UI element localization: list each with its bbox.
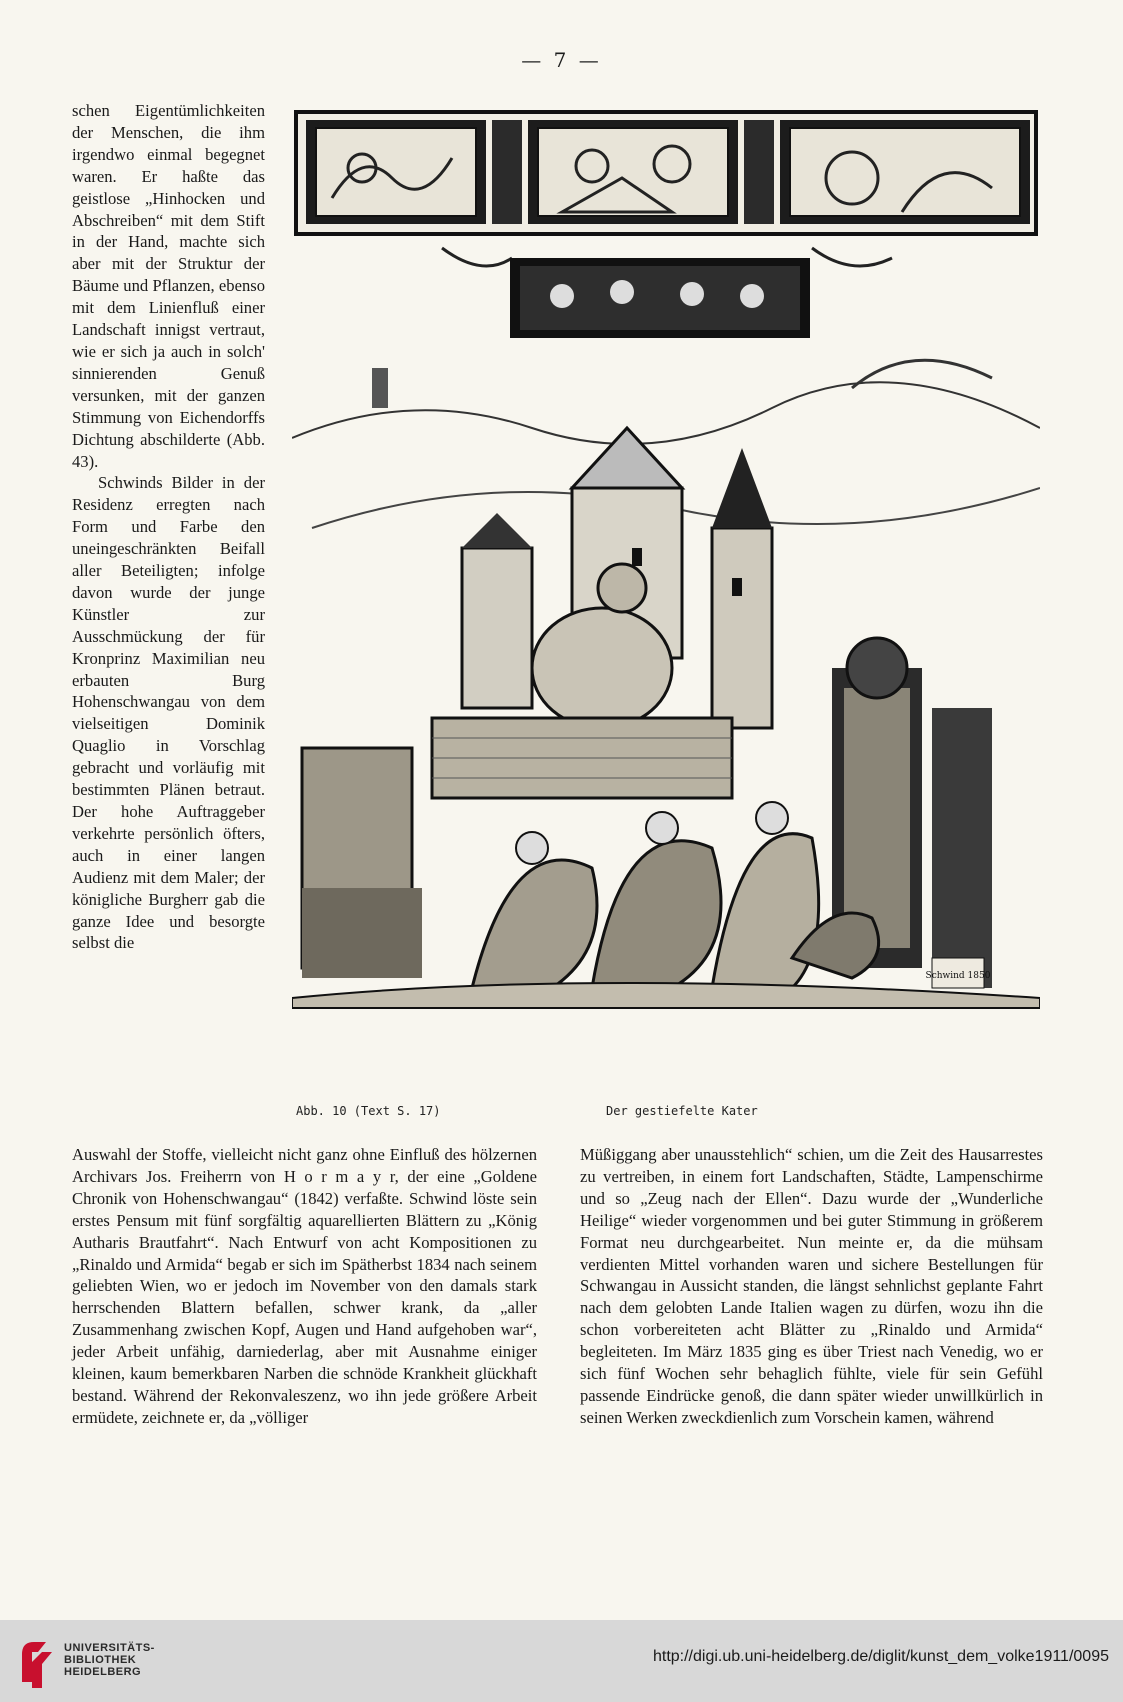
bottom-right-column <box>580 1144 1043 1429</box>
figure-caption-title: Der gestiefelte Kater <box>606 1104 758 1118</box>
paragraph-1: schen Eigentümlichkeiten der Menschen, die ihm irgendwo einmal begegnet waren. Er haßte das geistlose „Hinhocken und Abschreiben“ mit dem Stift in der Hand, machte sich aber mit der Struktur der Bäume und Pflanzen, ebenso mit dem Linienfluß einer Landschaft innigst vertraut, wie er sich ja auch in solch' sinnierenden Genuß versunken, mit der ganzen Stimmung von Eichendorffs Dichtung abschilderte (Abb. 43). <box>72 101 265 471</box>
library-line-1: UNIVERSITÄTS- <box>64 1642 155 1654</box>
bottom-right-text: Müßiggang aber unausstehlich“ schien, um die Zeit des Hausarrestes zu vertreiben, in einem fort Landschaften, Städte, Lampenschirme und so „Zeug nach der Ellen“. Dazu wurde der „Wunderliche Heilige“ wieder vorgenommen und bei guter Stimmung in größerem Format neu durchgearbeitet. Nun meinte er, da die mühsam verdienten Mittel vorhanden waren und sichere Bestellungen für Schwangau in Aussicht standen, die längst sehnlichst geplante Fahrt nach dem gelobten Lande Italien wagen zu dürfen, wozu ihn die schon vorbereiteten acht Blätter zu „Rinaldo und Armida“ begleiteten. Im März 1835 ging es über Triest nach Venedig, wo er sich fünf Wochen sehr behaglich fühlte, viele für sein Gefühl passende Eindrücke genoß, die dann später wieder unwillkürlich in seinen Werken zweckdienlich zum Vorschein kamen, während <box>580 1145 1043 1427</box>
bottom-left-text: Auswahl der Stoffe, vielleicht nicht ganz ohne Einfluß des hölzernen Archivars Jos. Freiherrn von H o r m a y r, der eine „Goldene Chronik von Hohenschwangau“ (1842) verfaßte. Schwind löste sein erstes Pensum mit fünf sorgfältig aquarellierten Blättern zu „König Autharis Brautfahrt“. Nach Entwurf von acht Kompositionen zu „Rinaldo und Armida“ begab er sich im Spätherbst 1834 nach seinem geliebten Wien, wo er jedoch im November von den damals stark herrschenden Blattern befallen, schwer krank, da „aller Zusammenhang zwischen Kopf, Augen und Hand aufgehoben war“, jeder Arbeit unfähig, darniederlag, aber mit Ausnahme einiger kleinen, kaum bemerkbaren Narben die schnöde Krankheit glückhaft bestand. Während der Rekonvaleszenz, wo ihn jede größere Arbeit ermüdete, zeichnete er, da „völliger <box>72 1145 537 1427</box>
illustration-puss-in-boots <box>292 108 1040 1088</box>
source-url-link[interactable]: http://digi.ub.uni-heidelberg.de/diglit/kunst_dem_volke1911/0095 <box>652 1648 1109 1665</box>
ogre-figure <box>532 608 672 728</box>
page-number: — 7 — <box>521 48 602 72</box>
bottom-left-column <box>72 1144 537 1429</box>
library-name[interactable] <box>64 1642 155 1678</box>
heidelberg-library-logo-icon[interactable] <box>14 1632 58 1690</box>
engraving-drawing <box>292 108 1040 1088</box>
footer-bar <box>0 1620 1123 1702</box>
figure-caption-number: Abb. 10 (Text S. 17) <box>296 1104 441 1118</box>
artist-signature: Schwind 1850 <box>925 971 991 981</box>
paragraph-2: Schwinds Bilder in der Residenz erregten nach Form und Farbe den uneingeschränkten Beifall aller Beteiligten; infolge davon wurde der junge Künstler zur Ausschmückung der für Kronprinz Maximilian neu erbauten Burg Hohenschwangau von dem vielseitigen Dominik Quaglio in Vorschlag gebracht und vorläufig mit bestimmten Plänen betraut. Der hohe Auftraggeber verkehrte persönlich öfters, auch in einer langen Audienz mit dem Maler; der königliche Burgherr gab die ganze Idee und besorgte selbst die <box>72 473 265 953</box>
hill-line <box>292 382 1040 444</box>
left-narrow-column <box>72 100 265 954</box>
procession-figures <box>472 802 879 988</box>
library-line-2: BIBLIOTHEK <box>64 1654 137 1666</box>
library-line-3: HEIDELBERG <box>64 1666 142 1678</box>
frieze-pillar <box>492 120 522 224</box>
